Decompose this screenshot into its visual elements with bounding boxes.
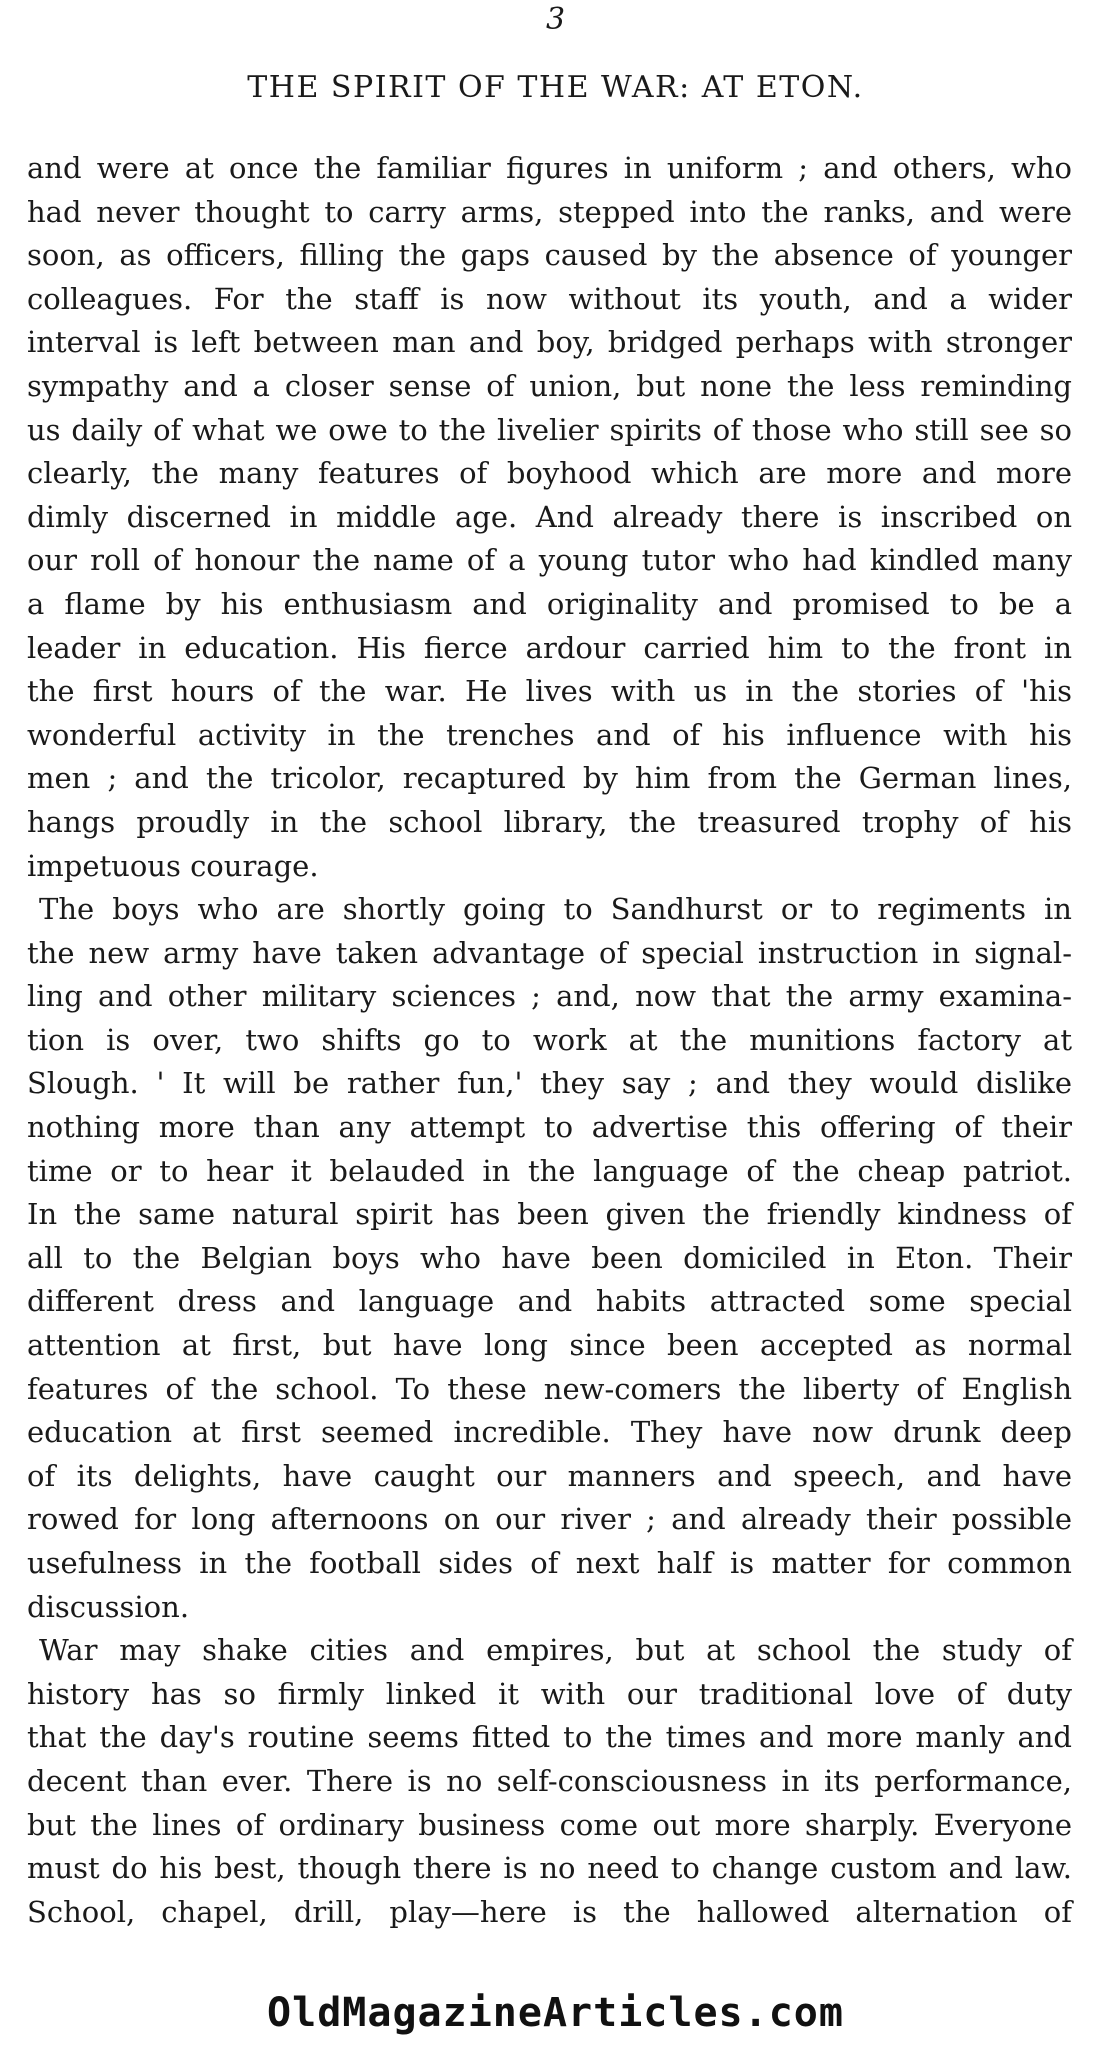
text-line: our roll of honour the name of a young tutor who had kindled many [27, 543, 1072, 578]
text-line: School, chapel, drill, play—here is the hallowed alternation of [27, 1894, 1072, 1929]
text-line: of its delights, have caught our manners and speech, and have [27, 1458, 1072, 1493]
text-line: interval is left between man and boy, bridged perhaps with stronger [27, 325, 1072, 360]
page-number: 3 [545, 2, 566, 37]
text-line: attention at first, but have long since been accepted as normal [27, 1328, 1072, 1363]
text-line: ling and other military sciences ; and, now that the army examina- [27, 979, 1072, 1014]
text-line: all to the Belgian boys who have been domiciled in Eton. Their [27, 1240, 1072, 1275]
text-line: discussion. [27, 1589, 190, 1624]
site-watermark: OldMagazineArticles.com [267, 1990, 844, 2036]
text-line: Slough. ' It will be rather fun,' they say ; and they would dislike [27, 1066, 1072, 1101]
text-line: dimly discerned in middle age. And already there is inscribed on [27, 499, 1072, 534]
text-line: different dress and language and habits attracted some special [27, 1284, 1072, 1319]
article-heading: THE SPIRIT OF THE WAR: AT ETON. [247, 70, 864, 105]
text-line: tion is over, two shifts go to work at the munitions factory at [27, 1022, 1072, 1057]
text-line: history has so firmly linked it with our traditional love of duty [27, 1676, 1072, 1711]
text-line: In the same natural spirit has been given the friendly kindness of [27, 1197, 1072, 1232]
text-line: soon, as officers, filling the gaps caused by the absence of younger [27, 238, 1072, 273]
text-line: features of the school. To these new-comers the liberty of English [27, 1371, 1072, 1406]
text-line: education at first seemed incredible. They have now drunk deep [27, 1415, 1072, 1450]
text-line: and were at once the familiar figures in uniform ; and others, who [27, 151, 1072, 185]
article-body [27, 147, 1072, 1934]
text-line: men ; and the tricolor, recaptured by him from the German lines, [27, 761, 1072, 796]
text-line: decent than ever. There is no self-consciousness in its performance, [27, 1763, 1072, 1798]
text-line: colleagues. For the staff is now without its youth, and a wider [27, 281, 1072, 316]
text-line: time or to hear it belauded in the language of the cheap patriot. [27, 1153, 1072, 1188]
text-line: had never thought to carry arms, stepped into the ranks, and were [27, 194, 1072, 229]
text-line: rowed for long afternoons on our river ; and already their possible [27, 1502, 1072, 1537]
text-line: sympathy and a closer sense of union, but none the less reminding [27, 368, 1072, 403]
text-line: wonderful activity in the trenches and of his influence with his [27, 717, 1072, 752]
text-line: hangs proudly in the school library, the treasured trophy of his [27, 804, 1072, 839]
text-line: us daily of what we owe to the livelier spirits of those who still see so [27, 412, 1072, 447]
text-line: impetuous courage. [27, 848, 319, 883]
text-line: leader in education. His fierce ardour carried him to the front in [27, 630, 1072, 665]
text-line: must do his best, though there is no need to change custom and law. [27, 1851, 1072, 1886]
text-line: War may shake cities and empires, but at school the study of [39, 1633, 1072, 1668]
text-line: the first hours of the war. He lives with us in the stories of 'his [27, 674, 1072, 709]
text-line: clearly, the many features of boyhood which are more and more [27, 456, 1072, 491]
text-line: that the day's routine seems fitted to the times and more manly and [27, 1720, 1072, 1755]
text-line: a flame by his enthusiasm and originality and promised to be a [27, 586, 1072, 621]
text-line: The boys who are shortly going to Sandhurst or to regiments in [39, 892, 1072, 927]
text-line: but the lines of ordinary business come out more sharply. Everyone [27, 1807, 1072, 1842]
text-line: the new army have taken advantage of special instruction in signal- [27, 935, 1072, 970]
text-line: nothing more than any attempt to advertise this offering of their [27, 1110, 1072, 1145]
text-line: usefulness in the football sides of next half is matter for common [27, 1546, 1072, 1580]
